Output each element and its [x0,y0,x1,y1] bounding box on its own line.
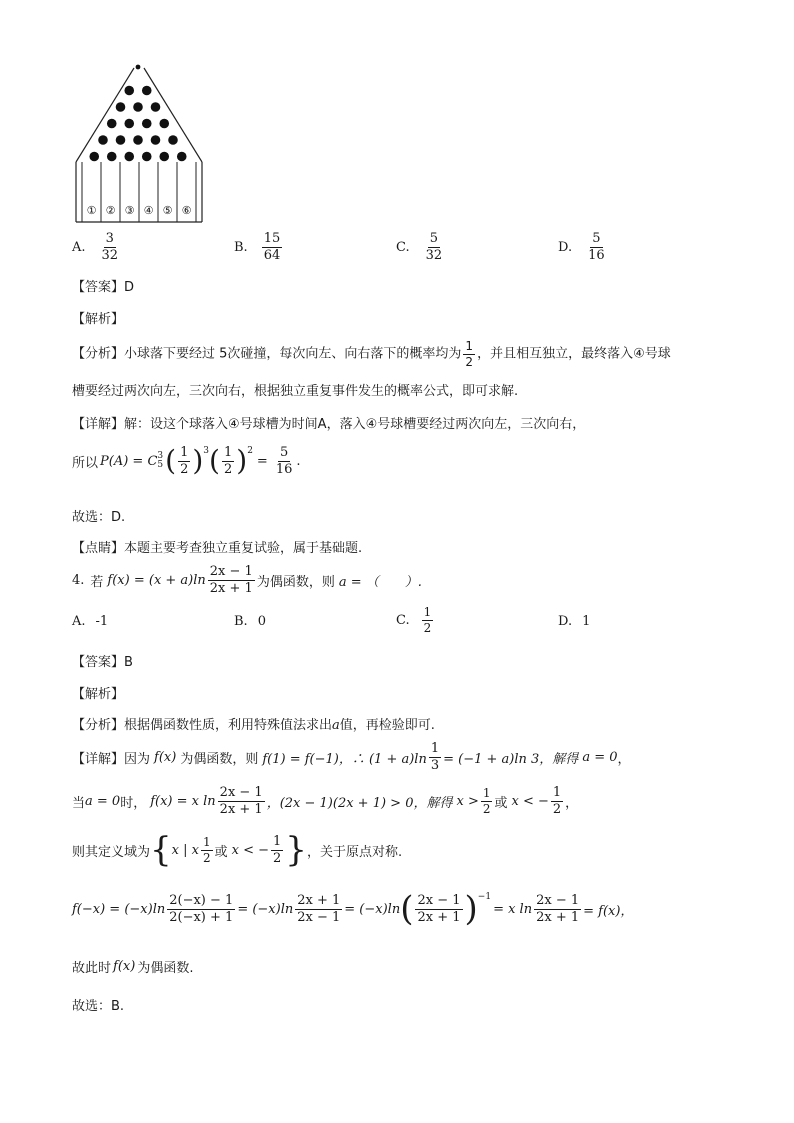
peg [124,152,134,162]
peg [124,86,134,96]
peg [107,119,117,129]
answer-tag: 【答案】 [72,280,125,295]
q4-conclusion: 故此时 f(x) 为偶函数. [72,959,194,976]
q3-analysis-tag: 【解析】 [72,312,125,327]
peg [151,135,161,145]
peg [177,152,187,162]
q3-fenxi-line1: 【分析】小球落下要经过 5次碰撞，每次向左、向右落下的概率均为 $\frac{1}{2}$ ，并且相互独立，最终落入④号球 [72,339,671,369]
q4-option-a: A. -1 [72,614,109,629]
q3-option-c-fraction: $\frac{5}{32}$ [425,231,443,263]
peg [116,135,126,145]
peg [159,152,169,162]
q3-formula: 所以 P(A) = C 3 5 ( $\frac{1}{2}$ ) $^3$ ( $\frac{1}{2}$ ) $^2$ = $\frac{5}{16}$ . [72,444,301,478]
q3-result-fraction: $\frac{5}{16}$ [275,445,293,477]
peg [89,152,99,162]
q4-number: 4. [72,572,85,588]
slot-label: ⑤ [162,204,173,217]
half-fraction: $\frac{1}{2}$ [465,339,474,369]
q4-answer: 【答案】B [72,655,133,670]
peg [124,119,134,129]
q4-option-c: C. $\frac{1}{2}$ [396,605,432,635]
board-right-edge [144,68,202,162]
q3-option-c: C. $\frac{5}{32}$ [396,231,443,263]
q3-xiangjie: 【详解】解：设这个球落入④号球槽为时间A，落入④号球槽要经过两次向左，三次向右， [72,417,586,432]
q3-option-d: D. $\frac{5}{16}$ [558,231,605,263]
peg [107,152,117,162]
q4-xiangjie-line2: 当 a = 0 时， f(x) = x ln $\frac{2x - 1}{2x + 1}$ ，(2x − 1)(2x + 1) > 0，解得 x > $\frac{1}{2}$ 或 x < − $\frac{1}{2}$ ， [72,785,579,817]
q4-analysis-tag: 【解析】 [72,687,125,702]
peg [159,119,169,129]
q3-option-b-fraction: $\frac{15}{64}$ [263,231,281,263]
q4-xiangjie-line3: 则其定义域为 { x | x $\frac{1}{2}$ 或 x < − $\frac{1}{2}$ } ，关于原点对称. [72,830,403,870]
answer-value: D [124,280,135,295]
q3-option-b: B. $\frac{15}{64}$ [234,231,281,263]
q3-option-d-fraction: $\frac{5}{16}$ [588,231,605,263]
peg [168,135,178,145]
slot-label: ④ [143,204,154,217]
board-left-edge [76,68,134,162]
q3-dianjing: 【点睛】本题主要考查独立重复试验，属于基础题. [72,541,363,556]
peg [151,102,161,112]
peg [136,65,141,70]
slot-label: ② [105,204,116,217]
peg [142,152,152,162]
peg [142,86,152,96]
galton-board-figure [72,62,208,226]
q3-option-a: A. $\frac{3}{32}$ [72,231,119,263]
q4-select: 故选：B. [72,999,125,1014]
q3-select: 故选：D. [72,510,126,525]
slot-label: ① [86,204,97,217]
q4-xiangjie-line1: 【详解】 因为 f(x) 为偶函数，则 f(1) = f(−1)，∴ (1 + a)ln $\frac{1}{3}$ = (−1 + a)ln 3，解得 a = 0 ， [72,741,631,773]
peg [116,102,126,112]
peg [142,119,152,129]
q4-option-d: D. 1 [558,614,591,629]
q3-option-a-fraction: $\frac{3}{32}$ [101,231,119,263]
peg [133,102,143,112]
q3-fenxi-line2: 槽要经过两次向左，三次向右，根据独立重复事件发生的概率公式，即可求解. [72,384,519,399]
q4-fenxi: 【分析】根据偶函数性质，利用特殊值法求出a值，再检验即可. [72,718,435,733]
slot-label: ③ [124,204,135,217]
q3-answer [72,276,134,295]
peg [133,135,143,145]
peg [98,135,108,145]
slot-label: ⑥ [181,204,192,217]
q4-stem: 4. 若 f(x) = (x + a)ln $\frac{2x - 1}{2x + 1}$ 为偶函数，则 a = （ ）. [72,564,422,596]
q4-xiangjie-line4: f(−x) = (−x)ln $\frac{2(-x) - 1}{2(-x) + 1}$ = (−x)ln $\frac{2x + 1}{2x - 1}$ = (−x)ln ( $\frac{2x - 1}{2x + 1}$ ) $^{-1}$ = x ln $\frac{2x - 1}{2x + 1}$ = f(x)， [72,889,634,929]
q4-option-b: B. 0 [234,614,266,629]
